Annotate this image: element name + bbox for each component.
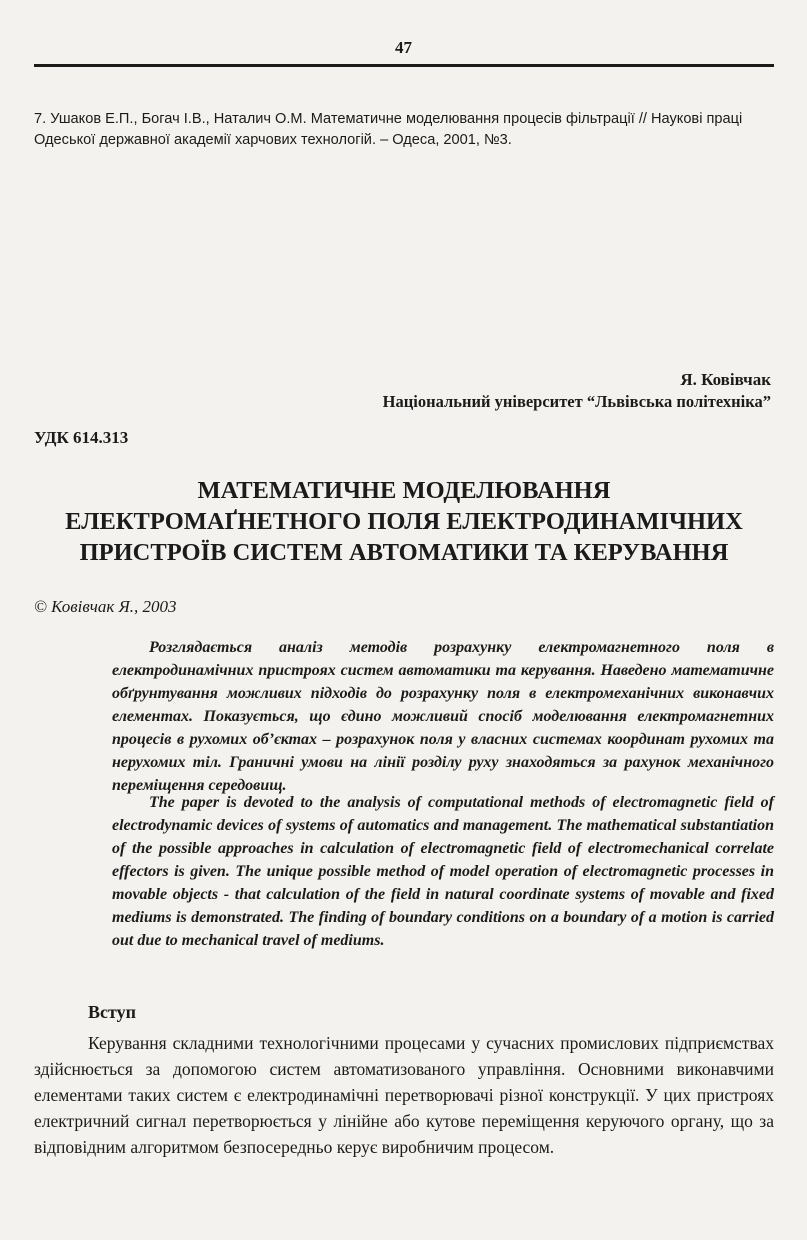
- reference-item: 7. Ушаков Е.П., Богач І.В., Наталич О.М. Математичне моделювання процесів фільтрації // Наукові праці Одеської державної академії харчових технологій. – Одеса, 2001, №3.: [34, 111, 743, 148]
- title-line-2: ЕЛЕКТРОМАҐНЕТНОГО ПОЛЯ ЕЛЕКТРОДИНАМІЧНИХ: [65, 508, 743, 535]
- copyright-line: © Ковівчак Я., 2003: [34, 597, 177, 616]
- author-name: Я. Ковівчак: [680, 370, 771, 389]
- udk-code: УДК 614.313: [34, 428, 129, 447]
- header-rule: [34, 64, 774, 67]
- page-number: 47: [395, 38, 412, 57]
- intro-paragraph: Керування складними технологічними процесами у сучасних промислових підприємствах здійснюється за допомогою систем автоматизованого управління. Основними виконавчими елементами таких систем є електродинамічні перетворювачі різної конструкції. У цих пристроях електричний сигнал перетворюється у лінійне або кутове переміщення керуючого органу, що за відповідним алгоритмом безпосередньо керує виробничим процесом.: [34, 1033, 774, 1157]
- title-line-3: ПРИСТРОЇВ СИСТЕМ АВТОМАТИКИ ТА КЕРУВАННЯ: [79, 539, 729, 566]
- author-affiliation: Національний університет “Львівська політехніка”: [382, 392, 771, 411]
- abstract-english: The paper is devoted to the analysis of computational methods of electromagnetic field of electrodynamic devices of systems of automatics and management. The mathematical substantiation of the possible approaches in calculation of electromagnetic field of electromechanical correlate effectors is given. The unique possible method of model operation of electromagnetic processes in movable objects - that calculation of the field in natural coordinate systems of movable and fixed mediums is demonstrated. The finding of boundary conditions on a boundary of a motion is carried out due to mechanical travel of mediums.: [112, 794, 774, 949]
- title-line-1: МАТЕМАТИЧНЕ МОДЕЛЮВАННЯ: [197, 477, 611, 504]
- abstract-ukrainian: Розглядається аналіз методів розрахунку електромагнетного поля в електродинамічних пристроях систем автоматики та керування. Наведено математичне обґрунтування можливих підходів до розрахунку поля в електромеханічних виконавчих елементах. Показується, що єдино можливий спосіб моделювання електромагнетних процесів в рухомих об’єктах – розрахунок поля у власних системах координат рухомих та нерухомих тіл. Граничні умови на лінії розділу руху знаходяться за рахунок механічного переміщення середовищ.: [112, 639, 774, 794]
- section-heading: Вступ: [88, 1002, 136, 1022]
- article-title: [34, 475, 774, 568]
